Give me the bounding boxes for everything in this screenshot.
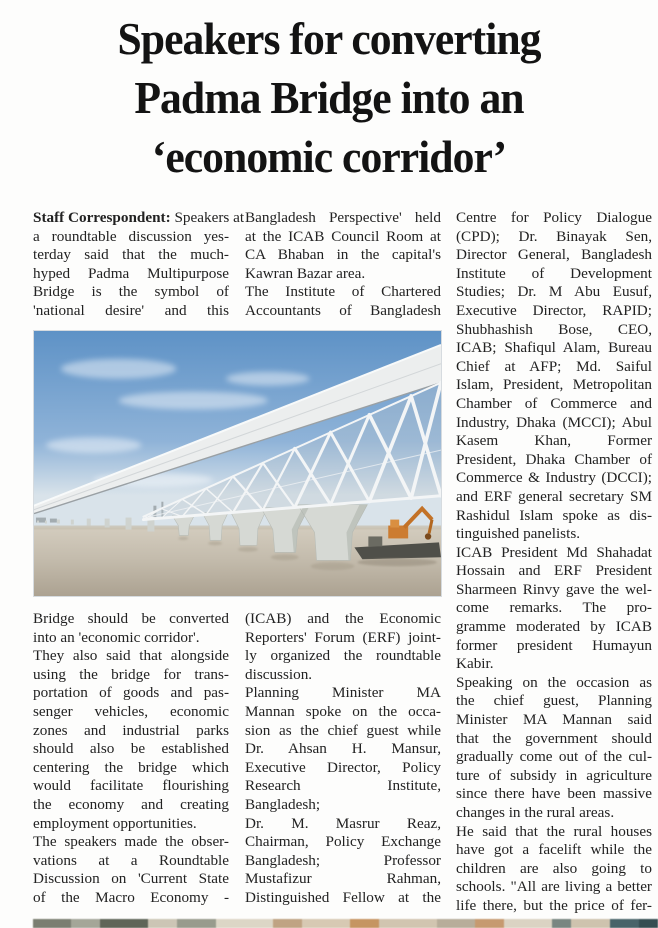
text-line: The speakers made the obser- [33, 833, 229, 851]
text-line: the chief guest, Planning [456, 692, 652, 710]
bridge-photo [33, 330, 442, 597]
photo-strip-segment [504, 919, 552, 928]
text-line: hyped Padma Multipurpose [33, 264, 229, 282]
text-line: Industry, Dhaka (MCCI); Abul [456, 413, 652, 431]
photo-strip-segment [148, 919, 177, 928]
photo-strip-segment [216, 919, 274, 928]
text-line: schools. "All are living a better [456, 878, 652, 896]
text-line: Discussion on 'Current State [33, 870, 229, 888]
text-line: gradually come out of the cul- [456, 748, 652, 766]
photo-strip-segment [71, 919, 100, 928]
text-line: Accountants of Bangladesh [245, 301, 441, 319]
photo-strip-segment [639, 919, 658, 928]
text-line: Kawran Bazar area. [245, 264, 366, 282]
text-line: Dr. M. Masrur Reaz, [245, 814, 441, 832]
text-line: Mannan spoke on the occa- [245, 702, 441, 720]
text-line: (CPD); Dr. Binayak Sen, [456, 227, 652, 245]
text-line: Hossain and ERF President [456, 562, 652, 580]
text-line: Rashidul Islam spoke as dis- [456, 506, 652, 524]
bridge-photo-graphic [34, 331, 441, 596]
text-line: gramme moderated by ICAB [456, 618, 652, 636]
column-1-top [33, 209, 245, 321]
text-line: that the government should [456, 729, 652, 747]
text-line: Distinguished Fellow at the [245, 888, 441, 906]
headline-line-2: Padma Bridge into an [134, 73, 524, 123]
text-line: would facilitate flourishing [33, 777, 229, 795]
text-line: a roundtable discussion yes- [33, 227, 229, 245]
next-photo-edge-strip [33, 919, 658, 928]
text-line: They also said that alongside [33, 647, 229, 665]
text-line: ly organized the roundtable [245, 647, 441, 665]
text-line: Bangladesh; Professor [245, 851, 441, 869]
text-line: Centre for Policy Dialogue [456, 209, 652, 226]
text-line: come remarks. The pro- [456, 599, 652, 617]
text-line: terday said that the much- [33, 246, 229, 264]
text-line: Institute of Development [456, 264, 652, 282]
text-line: He said that the rural houses [456, 822, 652, 840]
text-line: ture of subsidy in agriculture [456, 766, 652, 784]
text-line: Islam, President, Metropolitan [456, 376, 652, 394]
text-line: Mustafizur Rahman, [245, 870, 441, 888]
column-1-bottom [33, 610, 229, 908]
text-line: tinguished panelists. [456, 525, 581, 543]
photo-strip-segment [379, 919, 437, 928]
text-line: President, Dhaka Chamber of [456, 450, 652, 468]
text-line: Minister MA Mannan said [456, 711, 652, 729]
photo-strip-segment [437, 919, 475, 928]
text-line: senger vehicles, economic [33, 702, 229, 720]
text-line: (ICAB) and the Economic [245, 610, 441, 627]
text-line: life there, but the price of fer- [456, 896, 652, 914]
photo-strip-segment [552, 919, 571, 928]
text-line: Chamber of Commerce and [456, 394, 652, 412]
photo-strip-segment [100, 919, 148, 928]
headline-line-3: ‘economic corridor’ [151, 132, 507, 182]
text-line: the economy and creating [33, 795, 229, 813]
text-line: Executive Director, Policy [245, 758, 441, 776]
text-line: portation of goods and pas- [33, 684, 229, 702]
article-headline [0, 10, 658, 187]
text-line: should also be established [33, 740, 229, 758]
photo-strip-segment [475, 919, 504, 928]
text-line: Studies; Dr. M Abu Eusuf, [456, 283, 652, 301]
text-line: Planning Minister MA [245, 684, 441, 702]
headline-line-1: Speakers for converting [117, 14, 541, 64]
text-line: Executive Director, RAPID; [456, 301, 652, 319]
photo-strip-segment [273, 919, 302, 928]
text-line: ICAB; Shafiqul Alam, Bureau [456, 339, 652, 357]
text-line: at the ICAB Council Room at [245, 227, 441, 245]
text-line: into an 'economic corridor'. [33, 628, 200, 646]
text-line: vations at a Roundtable [33, 851, 229, 869]
text-line: Dr. Ahsan H. Mansur, [245, 740, 441, 758]
photo-strip-segment [610, 919, 639, 928]
text-line: of the Macro Economy - [33, 888, 229, 906]
text-line: Sharmeen Rinvy gave the wel- [456, 580, 652, 598]
text-line: sion as the chief guest while [245, 721, 441, 739]
text-line: Reporters' Forum (ERF) joint- [245, 628, 441, 646]
column-3 [456, 209, 652, 916]
photo-strip-segment [177, 919, 215, 928]
photo-strip-segment [302, 919, 350, 928]
text-line: Commerce & Industry (DCCI); [456, 469, 652, 487]
photo-strip-segment [33, 919, 71, 928]
text-line: discussion. [245, 665, 313, 683]
photo-strip-segment [571, 919, 609, 928]
text-line: and ERF general secretary SM [456, 487, 652, 505]
text-line: CA Bhaban in the capital's [245, 246, 441, 264]
text-line: centering the bridge which [33, 758, 229, 776]
text-line: zones and industrial parks [33, 721, 229, 739]
text-line: Director General, Bangladesh [456, 246, 652, 264]
text-line: changes in the rural areas. [456, 804, 615, 821]
text-line: Speaking on the occasion as [456, 673, 652, 691]
text-line: Research Institute, [245, 777, 441, 795]
text-line: Staff Correspondent: Speakers at [33, 209, 245, 226]
text-line: former president Humayun [456, 636, 652, 654]
text-line: The Institute of Chartered [245, 283, 441, 301]
text-line: employment opportunities. [33, 814, 197, 832]
text-line: 'national desire' and this [33, 301, 229, 319]
text-line: Chairman, Policy Exchange [245, 833, 441, 851]
text-line: since there have been massive [456, 785, 652, 803]
text-line: Bridge is the symbol of [33, 283, 229, 301]
byline-bold: Staff Correspondent: [33, 209, 171, 226]
text-line: children are also going to [456, 859, 652, 877]
text-line: Kabir. [456, 655, 494, 673]
text-line: Shubhashish Bose, CEO, [456, 320, 652, 338]
text-line: Bangladesh Perspective' held [245, 209, 441, 226]
text-line: Bridge should be converted [33, 610, 229, 627]
text-line: using the bridge for trans- [33, 665, 229, 683]
text-line: Bangladesh; [245, 795, 321, 813]
text-line: Chief at AFP; Md. Saiful [456, 357, 652, 375]
text-line: have got a facelift while the [456, 841, 652, 859]
text-line: Kasem Khan, Former [456, 432, 652, 450]
text-line: ICAB President Md Shahadat [456, 543, 652, 561]
column-2-top [245, 209, 441, 321]
column-2-bottom [245, 610, 441, 908]
photo-strip-segment [350, 919, 379, 928]
